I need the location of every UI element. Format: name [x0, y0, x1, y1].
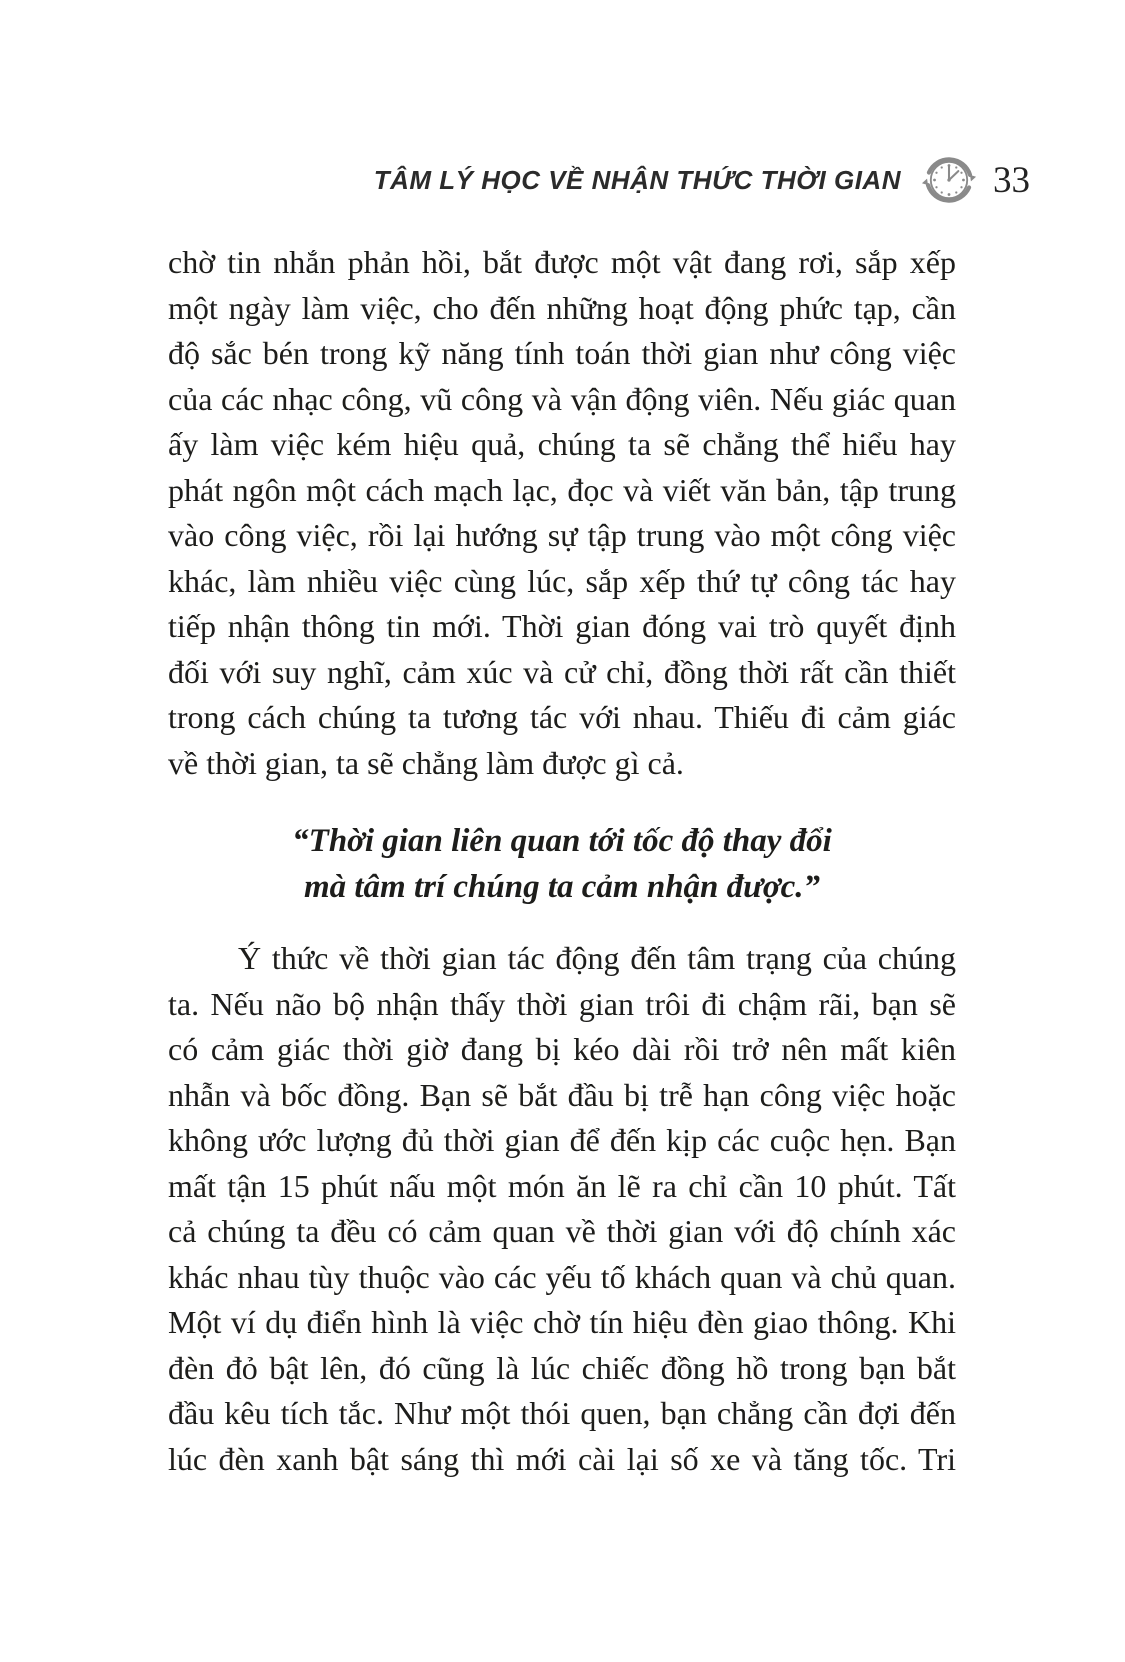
- text-line: đầu kêu tích tắc. Như một thói quen, bạn chẳng cần đợi đến: [168, 1395, 956, 1431]
- text-line: độ sắc bén trong kỹ năng tính toán thời gian như công việc: [168, 335, 956, 371]
- text-line: ấy làm việc kém hiệu quả, chúng ta sẽ chẳng thể hiểu hay: [168, 426, 956, 462]
- text-line: ta. Nếu não bộ nhận thấy thời gian trôi đi chậm rãi, bạn sẽ: [168, 985, 956, 1022]
- text-line: vào công việc, rồi lại hướng sự tập trung vào một công việc: [168, 517, 956, 553]
- page-number: 33: [993, 159, 1030, 201]
- text-line: cả chúng ta đều có cảm quan về thời gian với độ chính xác: [168, 1213, 956, 1249]
- text-line: Ý thức về thời gian tác động đến tâm trạng của chúng: [238, 940, 956, 976]
- text-line: có cảm giác thời giờ đang bị kéo dài rồi trở nên mất kiên: [168, 1031, 956, 1067]
- body-paragraph-1: [168, 240, 956, 786]
- text-line: nhẫn và bốc đồng. Bạn sẽ bắt đầu bị trễ hạn công việc hoặc: [168, 1076, 956, 1113]
- pull-quote-line-1: “Thời gian liên quan tới tốc độ thay đổi: [292, 823, 832, 859]
- pull-quote-line-2: mà tâm trí chúng ta cảm nhận được.”: [303, 869, 821, 905]
- text-line: trong cách chúng ta tương tác với nhau. Thiếu đi cảm giác: [168, 699, 956, 735]
- text-line: không ước lượng đủ thời gian để đến kịp các cuộc hẹn. Bạn: [168, 1122, 956, 1158]
- text-line: của các nhạc công, vũ công và vận động viên. Nếu giác quan: [168, 380, 956, 417]
- text-line: khác nhau tùy thuộc vào các yếu tố khách quan và chủ quan.: [168, 1258, 956, 1295]
- running-header: [374, 148, 1030, 212]
- text-line: đối với suy nghĩ, cảm xúc và cử chỉ, đồng thời rất cần thiết: [168, 653, 956, 690]
- clock-rotation-icon: [921, 152, 977, 208]
- text-line: một ngày làm việc, cho đến những hoạt động phức tạp, cần: [168, 289, 956, 326]
- chapter-title: TÂM LÝ HỌC VỀ NHẬN THỨC THỜI GIAN: [373, 164, 901, 195]
- text-line: lúc đèn xanh bật sáng thì mới cài lại số xe và tăng tốc. Tri: [168, 1440, 956, 1477]
- text-line: về thời gian, ta sẽ chẳng làm được gì cả.: [168, 744, 684, 781]
- text-line: khác, làm nhiều việc cùng lúc, sắp xếp thứ tự công tác hay: [168, 562, 956, 599]
- text-line: Một ví dụ điển hình là việc chờ tín hiệu đèn giao thông. Khi: [168, 1304, 956, 1340]
- text-line: đèn đỏ bật lên, đó cũng là lúc chiếc đồng hồ trong bạn bắt: [168, 1349, 956, 1386]
- text-line: mất tận 15 phút nấu một món ăn lẽ ra chỉ cần 10 phút. Tất: [168, 1167, 956, 1204]
- text-line: phát ngôn một cách mạch lạc, đọc và viết văn bản, tập trung: [168, 471, 956, 508]
- text-line: chờ tin nhắn phản hồi, bắt được một vật đang rơi, sắp xếp: [168, 244, 956, 280]
- text-line: tiếp nhận thông tin mới. Thời gian đóng vai trò quyết định: [168, 608, 956, 644]
- body-paragraph-2: [168, 936, 956, 1482]
- pull-quote: [168, 818, 956, 910]
